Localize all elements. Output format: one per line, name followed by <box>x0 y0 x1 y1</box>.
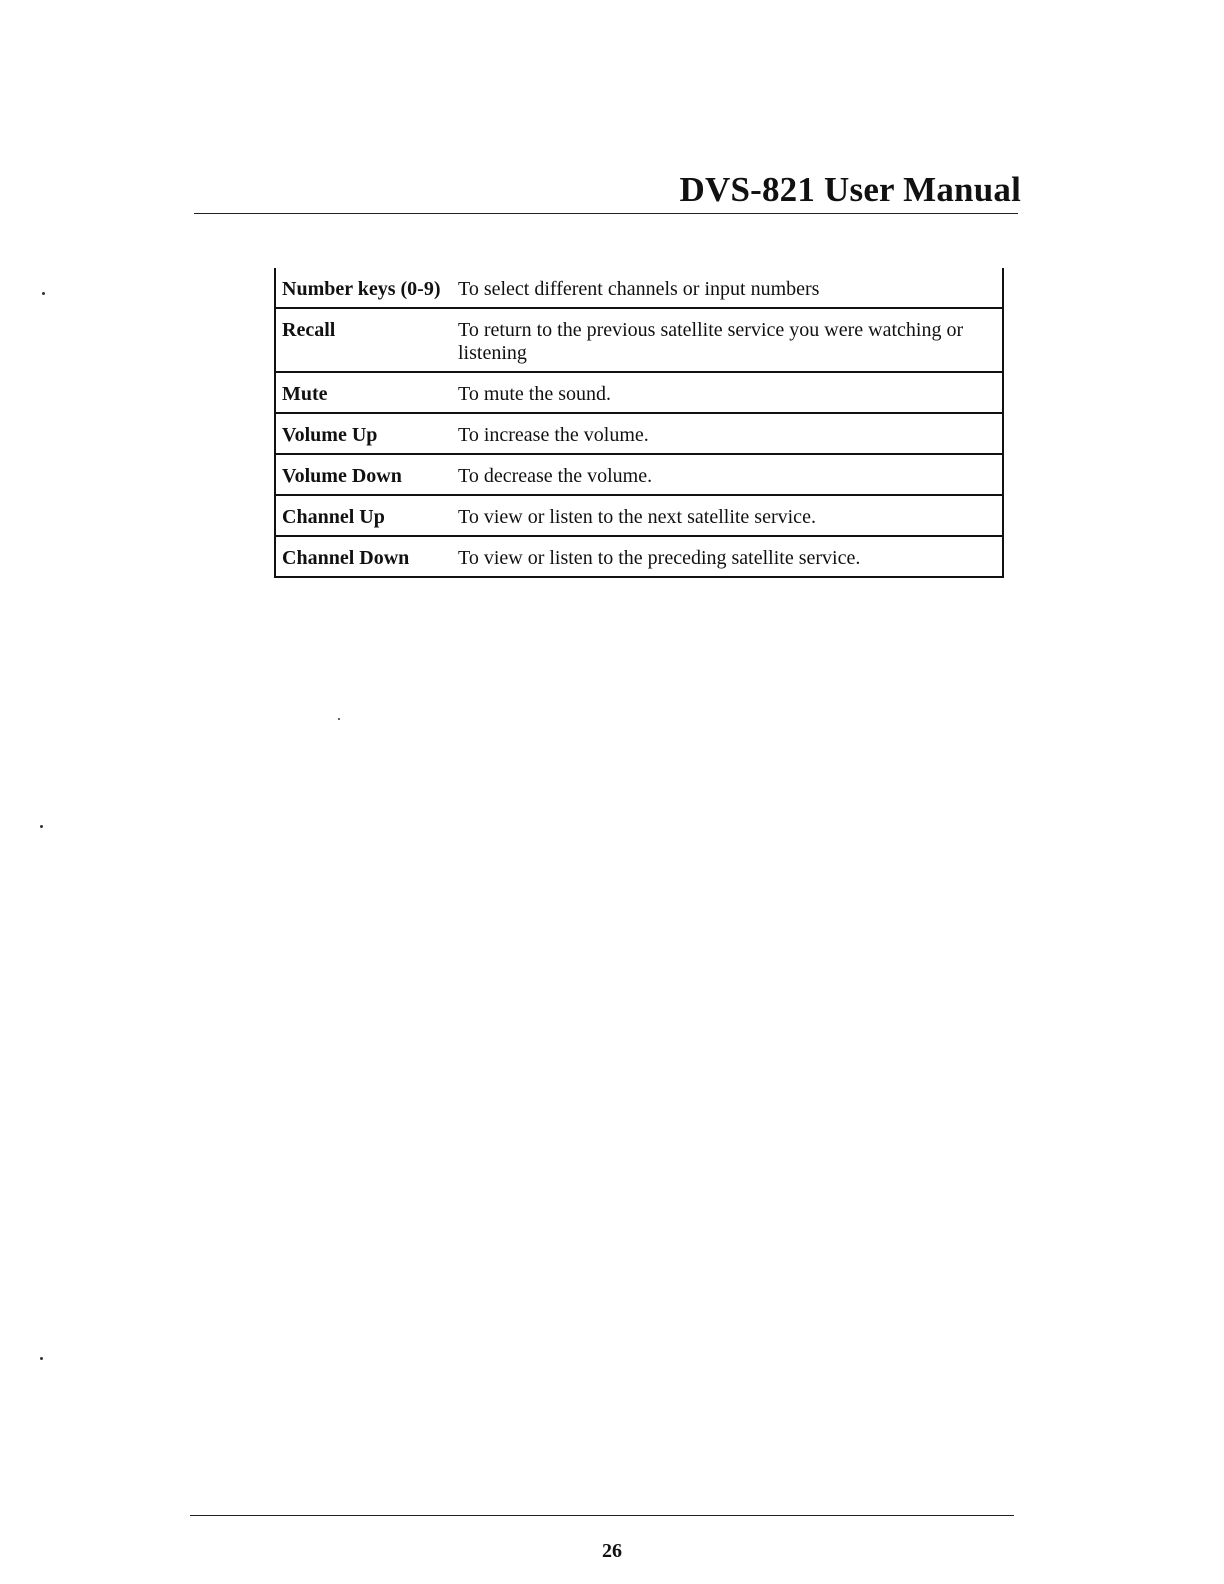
key-description: To return to the previous satellite service you were watching or listening <box>452 308 1003 372</box>
table-row <box>275 536 1003 577</box>
key-description: To view or listen to the preceding satellite service. <box>452 536 1003 577</box>
remote-keys-table <box>274 268 1004 578</box>
table-row <box>275 308 1003 372</box>
scan-speck <box>338 718 340 720</box>
key-description: To decrease the volume. <box>452 454 1003 495</box>
key-description: To mute the sound. <box>452 372 1003 413</box>
scan-speck <box>40 1357 43 1360</box>
page-number: 26 <box>602 1540 622 1562</box>
scan-speck <box>40 825 43 828</box>
table-row <box>275 268 1003 308</box>
key-description: To select different channels or input numbers <box>452 268 1003 308</box>
table-row <box>275 454 1003 495</box>
footer-rule <box>190 1515 1014 1516</box>
key-name: Number keys (0-9) <box>275 268 452 308</box>
page-title: DVS-821 User Manual <box>679 170 1021 209</box>
scan-speck <box>42 292 45 295</box>
key-description: To view or listen to the next satellite service. <box>452 495 1003 536</box>
key-name: Volume Down <box>275 454 452 495</box>
header-rule <box>194 213 1018 214</box>
table-row <box>275 372 1003 413</box>
key-name: Channel Up <box>275 495 452 536</box>
key-name: Recall <box>275 308 452 372</box>
table-row <box>275 413 1003 454</box>
key-name: Mute <box>275 372 452 413</box>
key-name: Volume Up <box>275 413 452 454</box>
table-row <box>275 495 1003 536</box>
key-name: Channel Down <box>275 536 452 577</box>
key-description: To increase the volume. <box>452 413 1003 454</box>
